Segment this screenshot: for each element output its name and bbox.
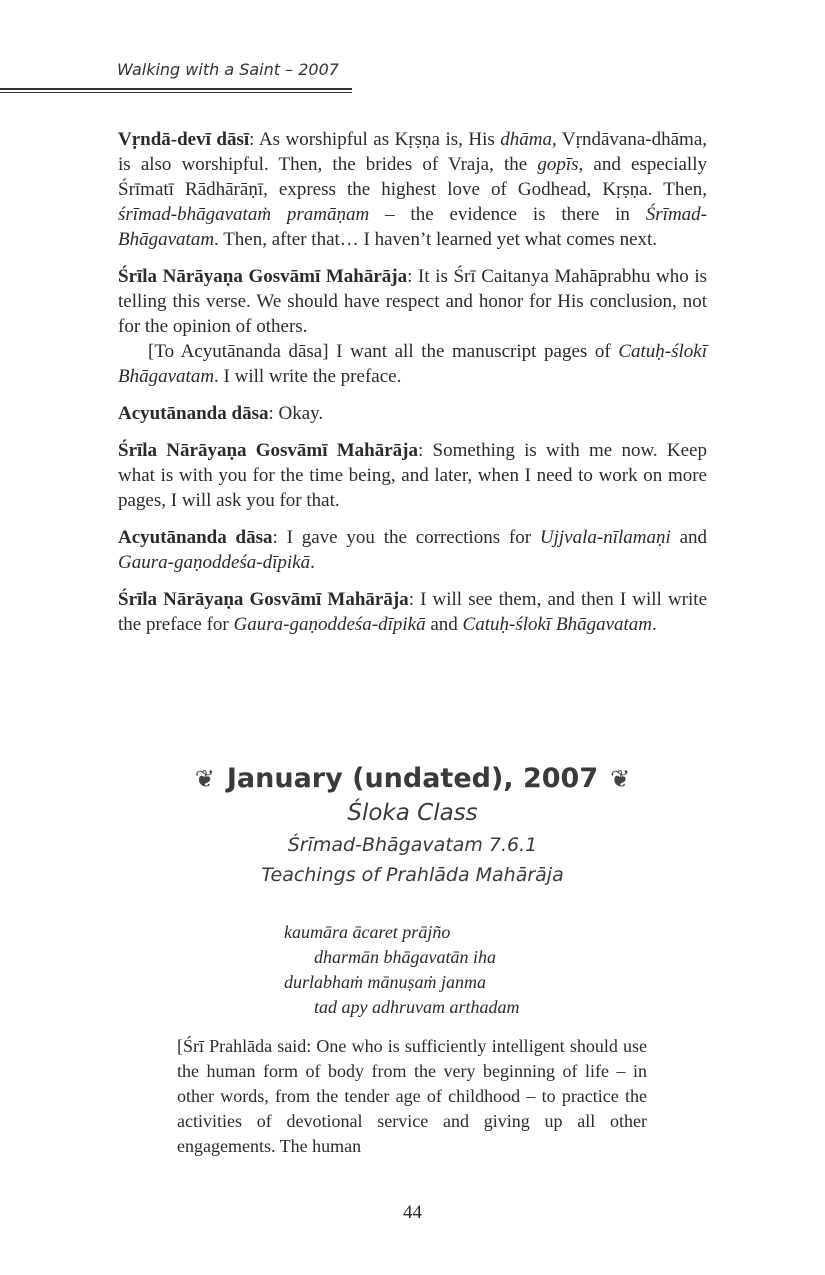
header-rule-thin [0, 92, 352, 93]
sanskrit-verse [284, 920, 520, 1020]
dialogue-text: , Vṛndāvana-dhāma, is also worshipful. Then, the brides of Vraja, the [118, 129, 708, 175]
verse-line: durlabhaṁ mānuṣaṁ janma [284, 972, 487, 992]
dialogue-text: – the evidence is there in [369, 204, 646, 225]
dialogue-text: , and especially Śrīmatī Rādhārāṇī, express the highest love of Godhead, Kṛṣṇa. Then, [118, 154, 707, 200]
dialogue-text: . I will write the preface. [214, 366, 402, 387]
dialogue-paragraph [118, 525, 707, 575]
page-number: 44 [403, 1202, 422, 1223]
dialogue-paragraph [118, 127, 707, 252]
italic-term: Gaura-gaṇoddeśa-dīpikā [233, 614, 426, 635]
speaker-name: Acyutānanda dāsa [118, 403, 269, 424]
italic-term: Śrīmad-Bhāgavatam [118, 204, 707, 250]
dialogue-text: : As worshipful as Kṛṣṇa is, His [249, 129, 501, 150]
speaker-name: Śrīla Nārāyaṇa Gosvāmī Mahārāja [118, 440, 419, 461]
dialogue-paragraph [118, 264, 707, 339]
dialogue-paragraph [118, 438, 707, 513]
dialogue-text: [To Acyutānanda dāsa] I want all the manuscript pages of [148, 341, 619, 362]
dialogue-text: . [652, 614, 657, 635]
right-ornament-icon: ❦ [610, 765, 631, 793]
italic-term: Catuḥ-ślokī Bhāgavatam [462, 614, 652, 635]
left-ornament-icon: ❦ [194, 765, 215, 793]
dialogue-text: : Okay. [268, 403, 324, 424]
verse-line: kaumāra ācaret prājño [284, 922, 451, 942]
dialogue-text: : I gave you the corrections for [272, 527, 540, 548]
dialogue-text: and [425, 614, 463, 635]
speaker-name: Śrīla Nārāyaṇa Gosvāmī Mahārāja [118, 589, 409, 610]
class-name: Śloka Class [347, 800, 478, 826]
italic-term: śrīmad-bhāgavataṁ pramāṇam [118, 204, 370, 225]
verse-translation: [Śrī Prahlāda said: One who is sufficiently intelligent should use the human form of body from the very beginning of life – in other words, from the tender age of childhood – to practice the activities of devotional service and giving up all other engagements. The human [177, 1036, 647, 1156]
verse-line: dharmān bhāgavatān iha [314, 947, 496, 967]
dialogue-paragraph [118, 587, 707, 637]
dialogue-paragraph [118, 339, 707, 389]
header-rule-thick [0, 88, 352, 90]
class-topic: Teachings of Prahlāda Mahārāja [261, 864, 564, 886]
dialogue-text: : It is Śrī Caitanya Mahāprabhu who is telling this verse. We should have respect and honor for His conclusion, not for the opinion of others. [118, 266, 707, 337]
dialogue-paragraph [118, 401, 707, 426]
running-header: Walking with a Saint – 2007 [117, 60, 339, 79]
dialogue-text: . [310, 552, 315, 573]
dialogue-text: . Then, after that… I haven’t learned yet what comes next. [214, 229, 658, 250]
italic-term: Gaura-gaṇoddeśa-dīpikā [118, 552, 311, 573]
italic-term: Catuḥ-ślokī Bhāgavatam [118, 341, 707, 387]
section-heading [0, 760, 825, 798]
dialogue-text: : Something is with me now. Keep what is with you for the time being, and later, when I need to work on more pages, I will ask you for that. [118, 440, 707, 511]
speaker-name: Vṛndā-devī dāsī [118, 129, 250, 150]
section-title: January (undated), 2007 [226, 763, 599, 794]
italic-term: Ujjvala-nīlamaṇi [539, 527, 671, 548]
scripture-reference: Śrīmad-Bhāgavatam 7.6.1 [287, 834, 538, 856]
speaker-name: Śrīla Nārāyaṇa Gosvāmī Mahārāja [118, 266, 408, 287]
italic-term: dhāma [500, 129, 553, 150]
verse-line: tad apy adhruvam arthadam [314, 997, 520, 1017]
speaker-name: Acyutānanda dāsa [118, 527, 273, 548]
italic-term: gopīs [537, 154, 579, 175]
dialogue-text: and [670, 527, 707, 548]
dialogue-body [118, 127, 707, 649]
dialogue-text: : I will see them, and then I will write the preface for [118, 589, 707, 635]
